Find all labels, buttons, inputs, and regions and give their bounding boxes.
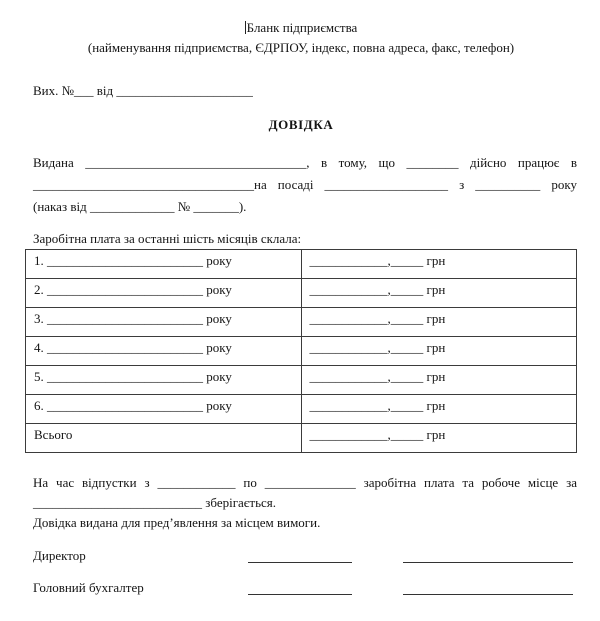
salary-table	[25, 249, 577, 453]
table-row	[26, 250, 577, 279]
issued-line-3: (наказ від _____________ № _______).	[33, 199, 247, 214]
signature-line-short	[248, 578, 352, 595]
period-cell: 3. ________________________ року	[26, 308, 302, 337]
vacation-line-1: На час відпустки з ____________ по ______________ заробітна плата та робоче місце за	[33, 475, 577, 490]
signature-line-short	[248, 546, 352, 563]
amount-cell: ____________,_____ грн	[301, 424, 577, 453]
signature-role-chief-accountant: Головний бухгалтер	[33, 580, 144, 595]
amount-cell: ____________,_____ грн	[301, 279, 577, 308]
vacation-line-2: __________________________ зберігається.	[33, 495, 277, 510]
signature-row-chief-accountant	[25, 578, 577, 595]
table-row	[26, 337, 577, 366]
letterhead-title-line	[25, 18, 577, 38]
amount-cell: ____________,_____ грн	[301, 337, 577, 366]
issued-paragraph	[33, 152, 577, 218]
text-cursor-caret	[245, 21, 246, 34]
vacation-paragraph	[33, 473, 577, 533]
issued-line-1: Видана __________________________________, в тому, що ________ дійсно працює в	[33, 155, 577, 170]
document-title: ДОВІДКА	[268, 117, 334, 132]
table-row	[26, 308, 577, 337]
issued-line-2: __________________________________на посаді ___________________ з __________ року	[33, 177, 577, 192]
period-cell: 2. ________________________ року	[26, 279, 302, 308]
table-row	[26, 279, 577, 308]
amount-cell: ____________,_____ грн	[301, 366, 577, 395]
period-cell: 6. ________________________ року	[26, 395, 302, 424]
salary-intro: Заробітна плата за останні шість місяців склала:	[33, 231, 302, 246]
signature-row-director	[25, 546, 577, 563]
signature-role-director: Директор	[33, 548, 86, 563]
signature-line-long	[403, 546, 573, 563]
period-cell: 4. ________________________ року	[26, 337, 302, 366]
amount-cell: ____________,_____ грн	[301, 308, 577, 337]
amount-cell: ____________,_____ грн	[301, 395, 577, 424]
period-cell: 1. ________________________ року	[26, 250, 302, 279]
signature-block	[25, 546, 577, 595]
table-row	[26, 395, 577, 424]
signature-line-long	[403, 578, 573, 595]
table-row-total	[26, 424, 577, 453]
table-row	[26, 366, 577, 395]
amount-cell: ____________,_____ грн	[301, 250, 577, 279]
vacation-line-3: Довідка видана для пред’явлення за місцем вимоги.	[33, 515, 321, 530]
outgoing-number-line: Вих. №___ від _____________________	[33, 83, 253, 98]
total-label-cell: Всього	[26, 424, 302, 453]
letterhead-title: Бланк підприємства	[246, 20, 358, 35]
period-cell: 5. ________________________ року	[26, 366, 302, 395]
letterhead-subtitle: (найменування підприємства, ЄДРПОУ, індекс, повна адреса, факс, телефон)	[87, 40, 515, 55]
